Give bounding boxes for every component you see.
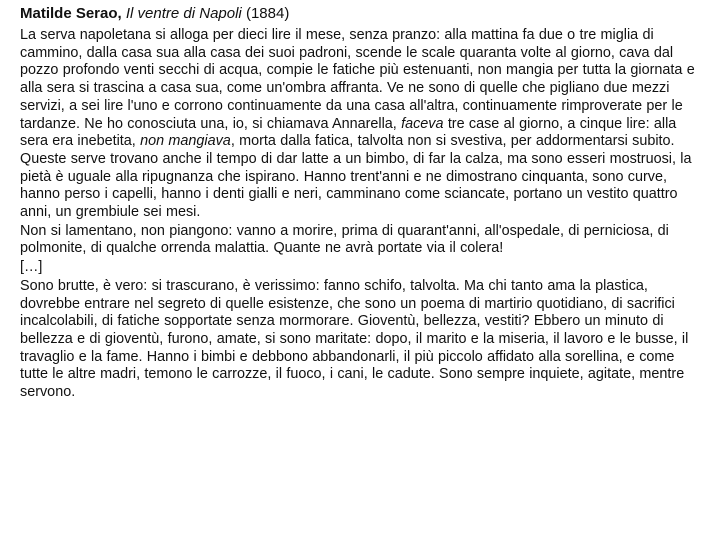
document-heading bbox=[20, 3, 702, 25]
emphasis-faceva: faceva bbox=[401, 115, 444, 132]
publication-year: (1884) bbox=[245, 5, 290, 22]
paragraph-1-part-c: tre case al giorno, a cinque lire: alla sera era inebetita, bbox=[20, 115, 677, 150]
paragraph-3: Sono brutte, è vero: si trascurano, è verissimo: fanno schifo, talvolta. Ma chi tanto ama la plastica, dovrebbe entrare nel segreto di quelle esistenze, che sono un poema di martirio quotidiano, di sacrifici incalcolabili, di fatiche sopportate senza mormorare. Gioventù, bellezza, vestiti? Ebbero un minuto di bellezza e di gioventù, furono, amate, si sono maritate: dopo, il marito e la miseria, il lavoro e le busse, il travaglio e la fame. Hanno i bimbi e debbono abbandonarli, il più piccolo affidato alla sorellina, e come tutte le altre madri, temono le carrozze, il fuoco, i cani, le cadute. Sono sempre inquiete, agitate, mentre servono. bbox=[20, 277, 689, 401]
paragraph-2: Non si lamentano, non piangono: vanno a morire, prima di quarant'anni, all'ospedale, di perniciosa, di polmonite, di qualche orrenda malattia. Quante ne avrà portate via il colera! bbox=[20, 222, 669, 257]
paragraph-1-part-e: , morta dalla fatica, talvolta non si svestiva, per addormentarsi subito. Queste serve trovano anche il tempo di dar latte a un bimbo, di far la calza, ma sono esseri mostruosi, la pietà è uguale alla ripugnanza che ispirano. Hanno trent'anni e ne dimostrano cinquanta, sono curve, hanno perso i capelli, hanno i denti gialli e neri, camminano come sciancate, portano un vestito quattro anni, un grembiule sei mesi. bbox=[20, 133, 692, 221]
emphasis-non-mangiava: non mangiava bbox=[140, 133, 231, 150]
book-title: Il ventre di Napoli bbox=[125, 5, 242, 22]
author-name: Matilde Serao, bbox=[20, 5, 122, 22]
paragraph-1 bbox=[20, 27, 702, 222]
document-page bbox=[20, 3, 702, 403]
omission-marker: […] bbox=[20, 259, 43, 276]
paragraph-1-part-a: La serva napoletana si alloga per dieci lire il mese, senza pranzo: alla mattina fa due o tre miglia di cammino, dalla casa sua alla casa dei suoi padroni, scende le scale quaranta volte al giorno, cava dal pozzo profondo venti secchi di acqua, compie le fatiche più estenuanti, non mangia per tutta la giornata e alla sera si trascina a casa sua, come un'ombra affranta. Ve ne sono di quelle che pigliano due mezzi servizi, a sei lire l'uno e corrono continuamente da una casa all'altra, continuamente rimproverate per le tardanze. Ne ho conosciuta una, io, si chiamava Annarella, bbox=[20, 27, 695, 132]
